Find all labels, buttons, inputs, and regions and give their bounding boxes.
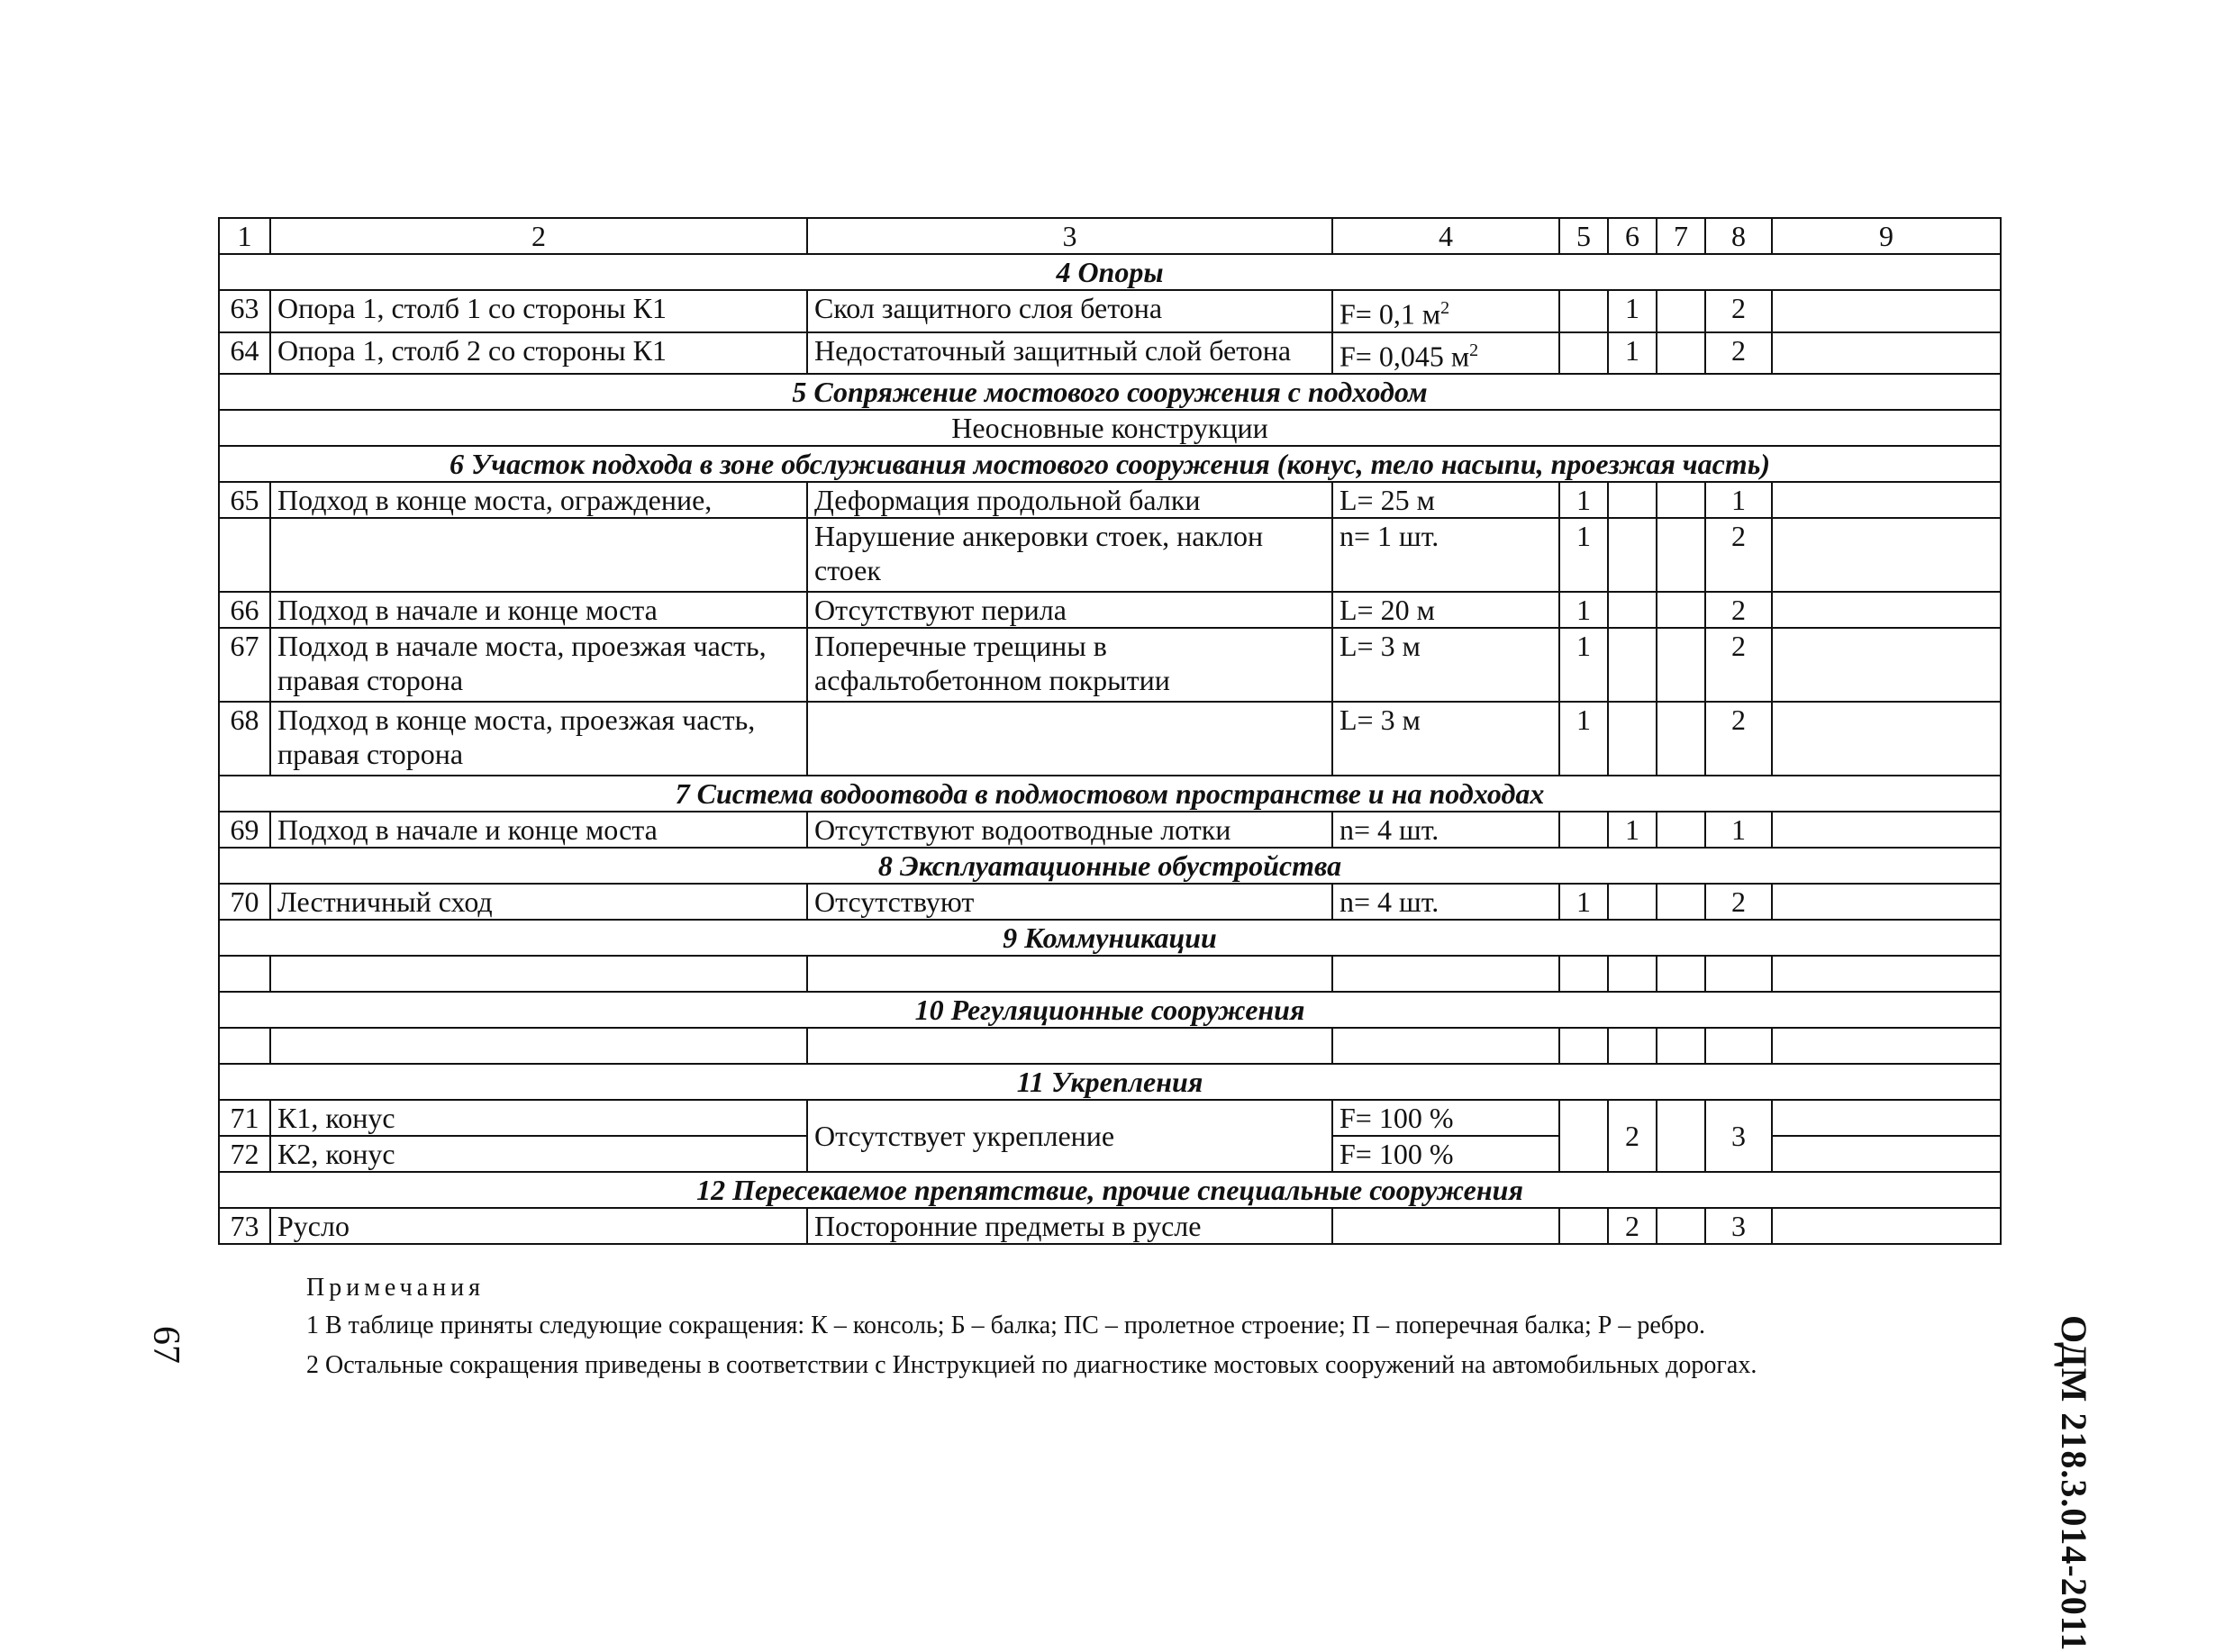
col5-cell: 1 <box>1559 592 1608 628</box>
notes-title: Примечания <box>306 1274 486 1302</box>
col6-cell <box>1608 592 1657 628</box>
param-value: F= 0,1 м <box>1339 297 1441 331</box>
col6-cell: 1 <box>1608 290 1657 332</box>
table-row <box>219 332 2001 375</box>
header-cell: 9 <box>1772 218 2001 254</box>
section-heading: 6 Участок подхода в зоне обслуживания мостового сооружения (конус, тело насыпи, проезжая часть) <box>219 446 2001 482</box>
element-cell: Подход в начале и конце моста <box>270 592 807 628</box>
col7-cell <box>1657 332 1705 375</box>
col7-cell <box>1657 482 1705 518</box>
col7-cell <box>1657 1208 1705 1244</box>
section-heading: 5 Сопряжение мостового сооружения с подходом <box>219 374 2001 410</box>
col7-cell <box>1657 592 1705 628</box>
table-row <box>219 812 2001 848</box>
col8-cell: 1 <box>1705 812 1772 848</box>
element-cell: К1, конус <box>270 1100 807 1136</box>
param-superscript: 2 <box>1469 340 1479 360</box>
col6-cell <box>1608 702 1657 776</box>
notes-block <box>306 1275 1757 1392</box>
document-number: ОДМ 218.3.014-2011 <box>2054 1315 2094 1652</box>
table-row <box>219 628 2001 702</box>
param-cell: F= 100 % <box>1332 1100 1559 1136</box>
col5-cell <box>1559 332 1608 375</box>
table-row <box>219 1100 2001 1136</box>
element-cell: Подход в конце моста, ограждение, <box>270 482 807 518</box>
param-cell: L= 3 м <box>1332 628 1559 702</box>
col8-cell: 2 <box>1705 884 1772 920</box>
row-number: 73 <box>219 1208 270 1244</box>
col9-cell <box>1772 482 2001 518</box>
table-row <box>219 518 2001 592</box>
param-value: F= 0,045 м <box>1339 340 1470 373</box>
element-cell <box>270 518 807 592</box>
col6-cell: 1 <box>1608 332 1657 375</box>
row-number: 70 <box>219 884 270 920</box>
col9-cell <box>1772 884 2001 920</box>
row-number: 69 <box>219 812 270 848</box>
col8-cell: 2 <box>1705 702 1772 776</box>
section-heading: 9 Коммуникации <box>219 920 2001 956</box>
defect-cell: Отсутствуют водоотводные лотки <box>807 812 1332 848</box>
row-number: 63 <box>219 290 270 332</box>
defect-cell: Поперечные трещины в асфальтобетонном покрытии <box>807 628 1332 702</box>
col7-cell <box>1657 702 1705 776</box>
col8-cell: 2 <box>1705 290 1772 332</box>
defect-cell: Отсутствуют <box>807 884 1332 920</box>
header-cell: 3 <box>807 218 1332 254</box>
param-cell: n= 1 шт. <box>1332 518 1559 592</box>
col9-cell <box>1772 592 2001 628</box>
defect-cell <box>807 702 1332 776</box>
col9-cell <box>1772 518 2001 592</box>
element-cell: Опора 1, столб 1 со стороны К1 <box>270 290 807 332</box>
section-heading: 10 Регуляционные сооружения <box>219 992 2001 1028</box>
col5-cell: 1 <box>1559 482 1608 518</box>
element-cell: Лестничный сход <box>270 884 807 920</box>
col6-cell <box>1608 884 1657 920</box>
col9-cell <box>1772 1100 2001 1136</box>
defect-cell: Нарушение анкеровки стоек, наклон стоек <box>807 518 1332 592</box>
defect-cell: Недостаточный защитный слой бетона <box>807 332 1332 375</box>
col8-cell: 2 <box>1705 592 1772 628</box>
table-row <box>219 1208 2001 1244</box>
param-cell <box>1332 332 1559 375</box>
col5-cell <box>1559 1208 1608 1244</box>
param-cell: L= 20 м <box>1332 592 1559 628</box>
note-item: 1 В таблице приняты следующие сокращения: К – консоль; Б – балка; ПС – пролетное строение; П – поперечная балка; Р – ребро. <box>306 1312 1706 1339</box>
element-cell: Русло <box>270 1208 807 1244</box>
table-row <box>219 884 2001 920</box>
col5-cell <box>1559 290 1608 332</box>
col6-cell <box>1608 518 1657 592</box>
element-cell: Подход в начале моста, проезжая часть, правая сторона <box>270 628 807 702</box>
col9-cell <box>1772 1208 2001 1244</box>
header-cell: 1 <box>219 218 270 254</box>
empty-row <box>219 1028 2001 1064</box>
col5-cell: 1 <box>1559 518 1608 592</box>
row-number: 66 <box>219 592 270 628</box>
header-cell: 8 <box>1705 218 1772 254</box>
col9-cell <box>1772 702 2001 776</box>
table-row <box>219 702 2001 776</box>
section-heading: 11 Укрепления <box>219 1064 2001 1100</box>
col5-cell <box>1559 1100 1608 1172</box>
col8-cell: 2 <box>1705 628 1772 702</box>
col9-cell <box>1772 332 2001 375</box>
row-number: 67 <box>219 628 270 702</box>
defect-cell: Отсутствует укрепление <box>807 1100 1332 1172</box>
col8-cell: 3 <box>1705 1100 1772 1172</box>
col6-cell: 2 <box>1608 1208 1657 1244</box>
table-row <box>219 290 2001 332</box>
col7-cell <box>1657 628 1705 702</box>
section-heading: 12 Пересекаемое препятствие, прочие специальные сооружения <box>219 1172 2001 1208</box>
header-cell: 4 <box>1332 218 1559 254</box>
row-number: 71 <box>219 1100 270 1136</box>
col8-cell: 2 <box>1705 332 1772 375</box>
col8-cell: 3 <box>1705 1208 1772 1244</box>
empty-row <box>219 956 2001 992</box>
row-number: 68 <box>219 702 270 776</box>
header-cell: 2 <box>270 218 807 254</box>
col7-cell <box>1657 290 1705 332</box>
col5-cell: 1 <box>1559 884 1608 920</box>
element-cell: Подход в конце моста, проезжая часть, правая сторона <box>270 702 807 776</box>
col8-cell: 1 <box>1705 482 1772 518</box>
col9-cell <box>1772 1136 2001 1172</box>
table-row <box>219 592 2001 628</box>
section-heading: 7 Система водоотвода в подмостовом пространстве и на подходах <box>219 776 2001 812</box>
section-heading: 8 Эксплуатационные обустройства <box>219 848 2001 884</box>
defect-cell: Посторонние предметы в русле <box>807 1208 1332 1244</box>
param-cell: L= 3 м <box>1332 702 1559 776</box>
param-cell: L= 25 м <box>1332 482 1559 518</box>
col7-cell <box>1657 884 1705 920</box>
table-row <box>219 482 2001 518</box>
header-row <box>219 218 2001 254</box>
col7-cell <box>1657 518 1705 592</box>
header-cell: 5 <box>1559 218 1608 254</box>
param-cell <box>1332 1208 1559 1244</box>
note-item: 2 Остальные сокращения приведены в соответствии с Инструкцией по диагностике мостовых сооружений на автомобильных дорогах. <box>306 1351 1757 1379</box>
defect-cell: Скол защитного слоя бетона <box>807 290 1332 332</box>
param-superscript: 2 <box>1440 298 1450 318</box>
row-number: 64 <box>219 332 270 375</box>
subsection-heading: Неосновные конструкции <box>219 410 2001 446</box>
col9-cell <box>1772 290 2001 332</box>
col7-cell <box>1657 812 1705 848</box>
col5-cell <box>1559 812 1608 848</box>
col5-cell: 1 <box>1559 628 1608 702</box>
col6-cell: 2 <box>1608 1100 1657 1172</box>
header-cell: 7 <box>1657 218 1705 254</box>
col9-cell <box>1772 812 2001 848</box>
element-cell: К2, конус <box>270 1136 807 1172</box>
col8-cell: 2 <box>1705 518 1772 592</box>
defect-cell: Отсутствуют перила <box>807 592 1332 628</box>
header-cell: 6 <box>1608 218 1657 254</box>
defects-table <box>218 217 2002 1245</box>
section-heading: 4 Опоры <box>219 254 2001 290</box>
col5-cell: 1 <box>1559 702 1608 776</box>
row-number: 65 <box>219 482 270 518</box>
param-cell: n= 4 шт. <box>1332 812 1559 848</box>
param-cell <box>1332 290 1559 332</box>
param-cell: n= 4 шт. <box>1332 884 1559 920</box>
col6-cell: 1 <box>1608 812 1657 848</box>
col9-cell <box>1772 628 2001 702</box>
page-number: 67 <box>145 1326 186 1364</box>
row-number <box>219 518 270 592</box>
element-cell: Подход в начале и конце моста <box>270 812 807 848</box>
col6-cell <box>1608 628 1657 702</box>
element-cell: Опора 1, столб 2 со стороны К1 <box>270 332 807 375</box>
row-number: 72 <box>219 1136 270 1172</box>
col7-cell <box>1657 1100 1705 1172</box>
param-cell: F= 100 % <box>1332 1136 1559 1172</box>
defect-cell: Деформация продольной балки <box>807 482 1332 518</box>
col6-cell <box>1608 482 1657 518</box>
